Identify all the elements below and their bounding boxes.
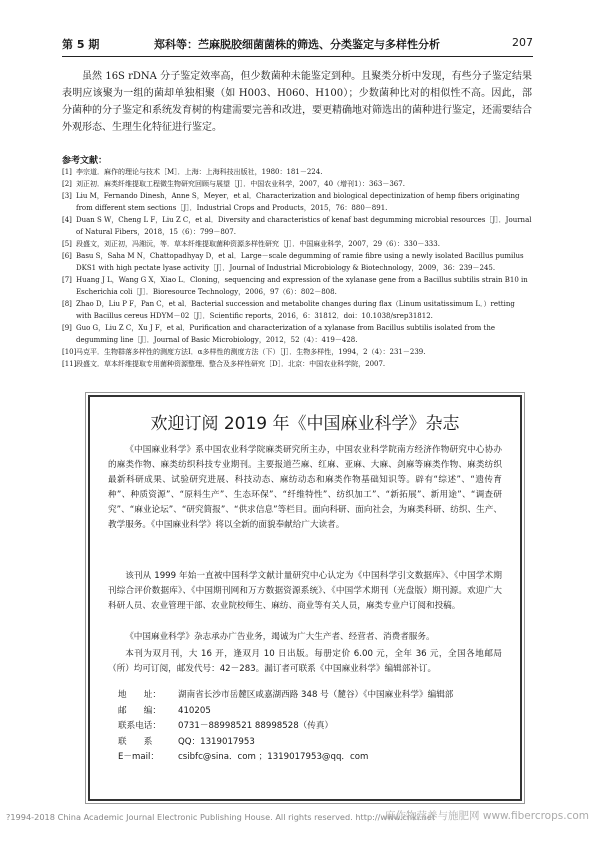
page-footer: [6, 812, 589, 826]
reference-number: [7]: [62, 276, 72, 284]
contact-label: 地 址：: [118, 690, 161, 700]
reference-number: [4]: [62, 216, 72, 224]
body-paragraph: 虽然 16S rDNA 分子鉴定效率高，但少数菌种未能鉴定到种。且聚类分析中发现，有些分子鉴定结果表明应该聚为一组的菌却单独相聚（如 H003、H060、H100）；少数菌种比对的相似性不高。因此，部分菌种的分子鉴定和系统发育树的构建需要完善和改进，要更精确地对筛选出的菌种进行鉴定，还需要结合外观形态、生理生化特征进行鉴定。: [62, 71, 532, 133]
reference-number: [1]: [62, 168, 72, 176]
reference-text: Liu M，Fernando Dinesh，Anne S，Meyer，et al．Characterization and biological depectinization of hemp fibers originating from different stem sections［J］．Industrial Crops and Products，2015，76：880－891.: [76, 192, 520, 212]
watermark-text: 麻作物营养与施肥网 www.fibercrops.com: [385, 810, 589, 822]
reference-number: [6]: [62, 252, 72, 260]
issue-number: 第 5 期: [62, 38, 100, 51]
references-heading: 参考文献：: [62, 156, 108, 166]
reference-text: Duan S W，Cheng L F，Liu Z C，et al．Diversity and characteristics of kenaf bast degumming microbial resources［J］．Journal of Natural Fibers，2018，15（6）：799－807.: [76, 216, 532, 236]
reference-item: [62, 166, 532, 178]
subscription-title: 欢迎订阅 2019 年《中国麻业科学》杂志: [150, 414, 460, 434]
contact-row: [118, 704, 453, 720]
reference-list: [62, 166, 532, 370]
contact-value: QQ：1319017953: [178, 736, 255, 747]
subscription-pricing: 本刊为双月刊，大 16 开，逢双月 10 日出版。每册定价 6.00 元，全年 36 元，全国各地邮局（所）均可订阅，邮发代号：42－283。漏订者可联系《中国麻业科学》编辑部补订。: [108, 649, 502, 674]
reference-text: 段盛文．草本纤维提取专用菌种资源整理、整合及多样性研究［D］．北京：中国农业科学院，2007.: [76, 360, 386, 368]
reference-item: [62, 358, 532, 370]
reference-text: Huang J L，Wang G X，Xiao L．Cloning，sequencing and expression of the xylanase gene from a Bacillus subtilis strain B10 in Escherichia coli［J］．Bioresource Technology，2006，97（6）：802－808.: [76, 276, 528, 296]
reference-text: Basu S，Saha M N，Chattopadhyay D，et al．Large－scale degumming of ramie fibre using a newly isolated Bacillus pumilus DKS1 with high pectate lyase activity［J］．Journal of Industrial Microbiology & Biotechnology，2009，36：239－245.: [76, 252, 524, 272]
contact-value: 0731－88998521 88998528（传真）: [178, 721, 334, 731]
contact-value: csibfc@sina．com ；1319017953@qq．com: [178, 752, 369, 762]
reference-text: 李宗道．麻作的理论与技术［M］．上海：上海科技出版社，1980：181－224.: [76, 168, 323, 176]
reference-item: [62, 322, 532, 346]
reference-item: [62, 250, 532, 274]
reference-item: [62, 178, 532, 190]
reference-item: [62, 238, 532, 250]
contact-value: 410205: [178, 705, 211, 716]
contact-row: [118, 688, 453, 704]
reference-item: [62, 214, 532, 238]
reference-text: 段盛文，刘正初，冯湘沅，等．草本纤维提取菌种资源多样性研究［J］．中国麻业科学，2007，29（6）：330－333.: [76, 240, 440, 248]
subscription-ads: 《中国麻业科学》杂志承办广告业务，竭诚为广大生产者、经营者、消费者服务。: [125, 632, 435, 642]
reference-text: Guo G，Liu Z C，Xu J F，et al．Purification and characterization of a xylanase from Bacillus subtilis isolated from the degumming line［J］．Journal of Basic Microbiology，2012，52（4）：419－428.: [76, 324, 495, 344]
running-title: 郑科等：苎麻脱胶细菌菌株的筛选、分类鉴定与多样性分析: [154, 38, 440, 51]
reference-text: 马克平．生物群落多样性的测度方法Ⅰ．α多样性的测度方法（下）［J］．生物多样性，1994，2（4）：231－239.: [76, 348, 426, 356]
header-rule: [62, 56, 533, 57]
contact-row: [118, 750, 453, 766]
running-header: [62, 36, 533, 54]
contact-value: 湖南省长沙市岳麓区咸嘉湖西路 348 号（麓谷）《中国麻业科学》编辑部: [178, 690, 454, 700]
reference-number: [8]: [62, 300, 72, 308]
subscription-box: [88, 395, 522, 801]
reference-number: [2]: [62, 180, 72, 188]
contact-info: [118, 688, 453, 766]
reference-item: [62, 346, 532, 358]
contact-label: 联系电话：: [118, 721, 161, 731]
contact-row: [118, 735, 453, 751]
reference-text: Zhao D，Liu P F，Pan C，et al．Bacterial succession and metabolite changes during flax（Linum usitatissimum L．）retting with Bacillus cereus HDYM－02［J］．Scientific reports，2016，6：31812．doi：10.1038/srep31812.: [76, 300, 515, 320]
reference-number: [11]: [62, 360, 77, 368]
reference-item: [62, 190, 532, 214]
page-number: 207: [512, 36, 533, 49]
contact-row: [118, 719, 453, 735]
contact-label: 邮 编：: [118, 705, 161, 716]
reference-number: [5]: [62, 240, 72, 248]
contact-label: 联 系: [118, 736, 153, 747]
subscription-index-info: 该刊从 1999 年始一直被中国科学文献计量研究中心认定为《中国科学引文数据库》、《中国学术期刊综合评价数据库》、《中国期刊网和万方数据资源系统》、《中国学术期刊（光盘版）期刊源。欢迎广大科研人员、农业管理干部、农业院校师生、麻纺、商业等有关人员，麻类专业户订阅和投稿。: [108, 571, 502, 611]
reference-item: [62, 298, 532, 322]
reference-number: [3]: [62, 192, 72, 200]
reference-number: [9]: [62, 324, 72, 332]
reference-number: [10]: [62, 348, 77, 356]
copyright-line: ?1994-2018 China Academic Journal Electronic Publishing House. All rights reserved. http://www.cnki.net: [6, 812, 436, 822]
reference-item: [62, 274, 532, 298]
subscription-intro: 《中国麻业科学》系中国农业科学院麻类研究所主办，中国农业科学院南方经济作物研究中心协办的麻类作物、麻类纺织科技专业期刊。主要报道苎麻、红麻、亚麻、大麻、剑麻等麻类作物、麻类纺织最新科研成果、试验研究进展、科技动态、麻纺动态和麻类作物基础知识等。辟有“综述”、“遗传育种”、种质资源”、“原料生产”、生态环保”、“纤维特性”、纺织加工”、“新拓展”、新用途”、“调查研究”、“麻业论坛”、“研究简报”、“供求信息”等栏目。面向科研、面向社会，为麻类科研、纺织、生产、教学服务。《中国麻业科学》将以全新的面貌奉献给广大读者。: [108, 445, 502, 530]
reference-text: 刘正初．麻类纤维提取工程微生物研究回顾与展望［J］．中国农业科学，2007，40（增刊1）：363－367.: [76, 180, 405, 188]
contact-label: E－mail：: [118, 752, 160, 762]
